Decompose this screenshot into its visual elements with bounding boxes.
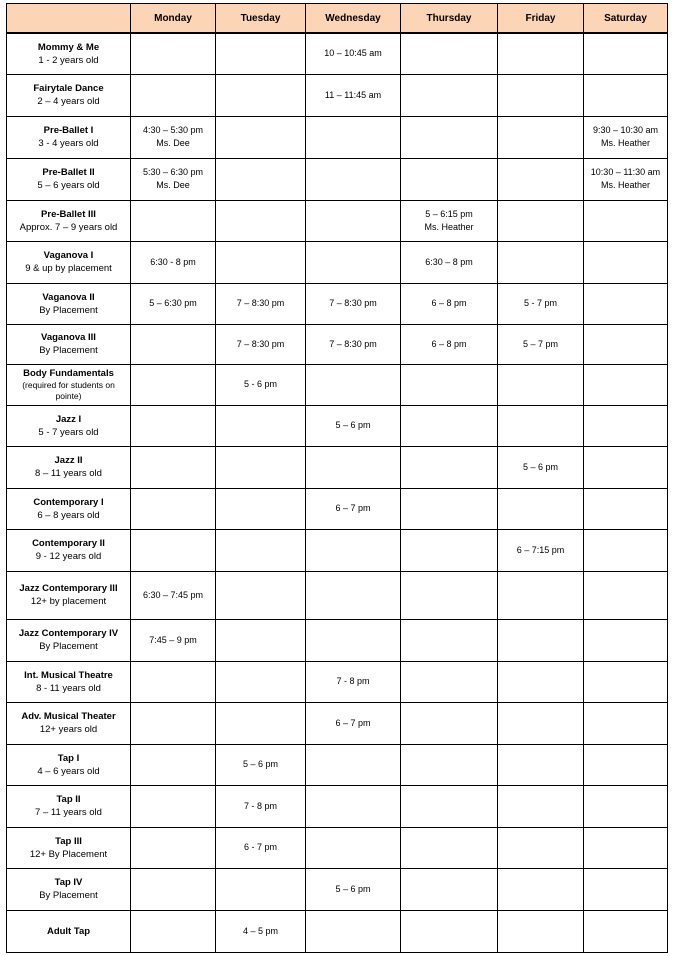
- class-row: [7, 619, 668, 661]
- time-slot-cell: [498, 827, 584, 868]
- class-age-range: 7 – 11 years old: [35, 807, 102, 818]
- time-slot-cell: [584, 827, 668, 868]
- class-name-cell: [7, 661, 131, 702]
- time-slot-text: 4:30 – 5:30 pm: [142, 125, 204, 135]
- time-slot-text: 7 – 8:30 pm: [236, 298, 285, 308]
- time-slot-text: 11 – 11:45 am: [324, 89, 382, 100]
- time-slot-cell: [584, 571, 668, 619]
- class-name-cell: [7, 116, 131, 158]
- time-slot-cell: [131, 116, 216, 158]
- time-slot-cell: [131, 529, 216, 571]
- time-slot-cell: [401, 868, 498, 910]
- class-row: [7, 702, 668, 744]
- time-slot-cell: [498, 33, 584, 74]
- time-slot-cell: [584, 702, 668, 744]
- time-slot-cell: [401, 619, 498, 661]
- class-name-cell: [7, 241, 131, 283]
- class-name: Jazz I: [55, 413, 82, 425]
- time-slot-cell: [401, 116, 498, 158]
- time-slot-cell: [216, 910, 306, 952]
- time-slot-text: 6 – 7:15 pm: [516, 544, 565, 555]
- time-slot-text: 5 – 6:30 pm: [149, 298, 197, 308]
- time-slot-cell: [306, 283, 401, 324]
- time-slot-cell: [401, 241, 498, 283]
- time-slot-text: 7:45 – 9 pm: [149, 634, 197, 645]
- time-slot-text: 9:30 – 10:30 am: [592, 125, 659, 135]
- time-slot-cell: [498, 283, 584, 324]
- time-slot-text: 6 – 8 pm: [431, 338, 467, 349]
- class-name: Pre-Ballet III: [41, 208, 96, 220]
- time-slot-cell: [306, 405, 401, 446]
- time-slot-text: 6 – 8 pm: [431, 298, 467, 308]
- time-slot-cell: [498, 744, 584, 785]
- time-slot-cell: [216, 158, 306, 200]
- time-slot-cell: [498, 702, 584, 744]
- time-slot-cell: [216, 364, 306, 405]
- class-name-cell: [7, 283, 131, 324]
- time-slot-cell: [306, 529, 401, 571]
- time-slot-cell: [401, 702, 498, 744]
- class-name-cell: [7, 827, 131, 868]
- time-slot-cell: [216, 827, 306, 868]
- time-slot-cell: [131, 324, 216, 364]
- time-slot-cell: [216, 116, 306, 158]
- time-slot-cell: [401, 364, 498, 405]
- class-row: [7, 661, 668, 702]
- time-slot-cell: [216, 200, 306, 241]
- time-slot-cell: [216, 868, 306, 910]
- time-slot-cell: [216, 488, 306, 529]
- class-note: (required for students on pointe): [22, 380, 115, 401]
- time-slot-cell: [216, 529, 306, 571]
- time-slot-cell: [498, 785, 584, 827]
- time-slot-cell: [401, 529, 498, 571]
- time-slot-cell: [131, 827, 216, 868]
- time-slot-cell: [584, 33, 668, 74]
- class-age-range: By Placement: [39, 304, 98, 316]
- time-slot-cell: [306, 661, 401, 702]
- time-slot-cell: [306, 827, 401, 868]
- class-name-cell: [7, 619, 131, 661]
- time-slot-cell: [216, 785, 306, 827]
- class-row: [7, 324, 668, 364]
- time-slot-cell: [306, 619, 401, 661]
- class-name: Adult Tap: [46, 925, 91, 937]
- time-slot-text: 7 – 8:30 pm: [236, 338, 285, 349]
- class-name: Body Fundamentals: [23, 368, 114, 379]
- time-slot-text: 10 – 10:45 am: [324, 48, 382, 59]
- class-name: Pre-Ballet I: [43, 125, 94, 136]
- time-slot-cell: [216, 446, 306, 488]
- time-slot-cell: [131, 405, 216, 446]
- time-slot-cell: [401, 910, 498, 952]
- class-row: [7, 241, 668, 283]
- time-slot-cell: [131, 446, 216, 488]
- time-slot-cell: [584, 158, 668, 200]
- time-slot-cell: [584, 529, 668, 571]
- time-slot-cell: [131, 702, 216, 744]
- time-slot-text: 5 – 6 pm: [335, 883, 371, 894]
- time-slot-text: 5:30 – 6:30 pm: [142, 167, 204, 177]
- time-slot-text: 5 – 6 pm: [335, 420, 371, 430]
- time-slot-cell: [401, 74, 498, 116]
- class-row: [7, 364, 668, 405]
- class-age-range: 12+ years old: [39, 724, 98, 735]
- class-row: [7, 74, 668, 116]
- instructor-name: Ms. Dee: [156, 180, 190, 190]
- time-slot-text: 6 - 7 pm: [243, 842, 277, 852]
- time-slot-cell: [306, 33, 401, 74]
- time-slot-cell: [401, 200, 498, 241]
- time-slot-cell: [584, 910, 668, 952]
- class-name: Tap IV: [54, 877, 83, 888]
- schedule-body: [7, 33, 668, 952]
- time-slot-cell: [498, 619, 584, 661]
- time-slot-cell: [584, 446, 668, 488]
- time-slot-cell: [306, 488, 401, 529]
- class-name-cell: [7, 868, 131, 910]
- instructor-name: Ms. Heather: [424, 221, 474, 232]
- time-slot-cell: [306, 744, 401, 785]
- schedule-header: [7, 4, 668, 34]
- class-name-cell: [7, 200, 131, 241]
- class-row: [7, 827, 668, 868]
- time-slot-cell: [131, 744, 216, 785]
- class-name: Vaganova I: [43, 250, 94, 261]
- time-slot-cell: [401, 571, 498, 619]
- class-name: Pre-Ballet II: [42, 167, 95, 178]
- class-name-cell: [7, 785, 131, 827]
- time-slot-cell: [584, 661, 668, 702]
- time-slot-cell: [401, 744, 498, 785]
- time-slot-text: 6:30 – 8 pm: [425, 256, 473, 267]
- time-slot-text: 6 – 7 pm: [335, 717, 371, 728]
- header-day: Tuesday: [216, 4, 306, 34]
- time-slot-cell: [584, 619, 668, 661]
- time-slot-cell: [584, 488, 668, 529]
- time-slot-cell: [306, 364, 401, 405]
- time-slot-cell: [401, 33, 498, 74]
- class-age-range: Approx. 7 – 9 years old: [19, 221, 118, 233]
- time-slot-cell: [131, 488, 216, 529]
- class-name-cell: [7, 571, 131, 619]
- time-slot-cell: [306, 74, 401, 116]
- class-name: Tap I: [57, 752, 80, 764]
- time-slot-cell: [131, 200, 216, 241]
- header-day: Monday: [131, 4, 216, 34]
- time-slot-text: 5 – 6 pm: [522, 461, 559, 472]
- time-slot-text: 7 - 8 pm: [243, 800, 277, 811]
- class-age-range: 9 & up by placement: [25, 263, 112, 274]
- class-age-range: 8 - 11 years old: [36, 682, 101, 694]
- time-slot-text: 5 - 7 pm: [523, 298, 557, 308]
- time-slot-cell: [131, 33, 216, 74]
- class-name: Adv. Musical Theater: [21, 711, 116, 722]
- time-slot-cell: [498, 200, 584, 241]
- time-slot-cell: [584, 283, 668, 324]
- time-slot-cell: [498, 571, 584, 619]
- time-slot-cell: [216, 74, 306, 116]
- time-slot-cell: [306, 785, 401, 827]
- time-slot-cell: [306, 868, 401, 910]
- class-age-range: 3 - 4 years old: [38, 138, 99, 149]
- header-day: Friday: [498, 4, 584, 34]
- time-slot-cell: [306, 702, 401, 744]
- header-day: Saturday: [584, 4, 668, 34]
- instructor-name: Ms. Dee: [156, 138, 190, 148]
- class-age-range: 6 – 8 years old: [37, 509, 100, 521]
- time-slot-cell: [131, 283, 216, 324]
- class-name: Contemporary II: [32, 538, 105, 549]
- time-slot-cell: [584, 324, 668, 364]
- time-slot-cell: [401, 827, 498, 868]
- time-slot-text: 6:30 – 7:45 pm: [142, 589, 204, 600]
- class-row: [7, 785, 668, 827]
- time-slot-text: 5 – 6 pm: [242, 759, 279, 769]
- class-row: [7, 744, 668, 785]
- class-name-cell: [7, 910, 131, 952]
- class-name-cell: [7, 324, 131, 364]
- time-slot-cell: [306, 200, 401, 241]
- class-age-range: 4 – 6 years old: [37, 765, 100, 777]
- time-slot-cell: [216, 283, 306, 324]
- time-slot-cell: [131, 910, 216, 952]
- time-slot-text: 6:30 - 8 pm: [150, 256, 196, 267]
- header-day: Wednesday: [306, 4, 401, 34]
- class-age-range: 1 - 2 years old: [38, 54, 99, 66]
- class-name-cell: [7, 744, 131, 785]
- time-slot-text: 7 - 8 pm: [336, 676, 370, 686]
- time-slot-cell: [216, 33, 306, 74]
- time-slot-cell: [306, 324, 401, 364]
- class-name: Vaganova II: [42, 291, 95, 303]
- time-slot-cell: [216, 661, 306, 702]
- header-corner: [7, 4, 131, 34]
- class-age-range: 12+ By Placement: [29, 848, 108, 860]
- class-row: [7, 868, 668, 910]
- class-age-range: By Placement: [39, 890, 98, 901]
- time-slot-cell: [306, 116, 401, 158]
- time-slot-cell: [401, 405, 498, 446]
- class-age-range: 2 – 4 years old: [37, 96, 100, 107]
- class-row: [7, 529, 668, 571]
- time-slot-text: 5 - 6 pm: [243, 379, 277, 389]
- class-age-range: By Placement: [39, 345, 98, 356]
- time-slot-cell: [584, 785, 668, 827]
- time-slot-cell: [306, 241, 401, 283]
- time-slot-cell: [131, 868, 216, 910]
- time-slot-cell: [584, 116, 668, 158]
- class-age-range: 5 – 6 years old: [37, 180, 100, 191]
- class-schedule-table: [6, 3, 668, 953]
- class-row: [7, 488, 668, 529]
- class-row: [7, 910, 668, 952]
- time-slot-cell: [498, 158, 584, 200]
- class-row: [7, 116, 668, 158]
- class-row: [7, 200, 668, 241]
- time-slot-text: 10:30 – 11:30 am: [590, 167, 661, 177]
- class-name: Fairytale Dance: [33, 83, 104, 94]
- instructor-name: Ms. Heather: [600, 138, 651, 148]
- time-slot-cell: [216, 405, 306, 446]
- class-row: [7, 446, 668, 488]
- time-slot-cell: [401, 158, 498, 200]
- class-row: [7, 33, 668, 74]
- time-slot-cell: [216, 619, 306, 661]
- time-slot-text: 7 – 8:30 pm: [329, 338, 377, 349]
- class-name-cell: [7, 33, 131, 74]
- time-slot-cell: [131, 241, 216, 283]
- class-row: [7, 283, 668, 324]
- time-slot-cell: [498, 488, 584, 529]
- time-slot-cell: [498, 868, 584, 910]
- time-slot-cell: [131, 158, 216, 200]
- time-slot-cell: [306, 571, 401, 619]
- time-slot-cell: [584, 241, 668, 283]
- header-row: [7, 4, 668, 34]
- time-slot-cell: [498, 910, 584, 952]
- time-slot-cell: [498, 324, 584, 364]
- class-name: Mommy & Me: [37, 41, 100, 53]
- class-age-range: 9 - 12 years old: [35, 551, 102, 562]
- time-slot-cell: [498, 116, 584, 158]
- time-slot-cell: [401, 283, 498, 324]
- time-slot-cell: [498, 446, 584, 488]
- class-name-cell: [7, 488, 131, 529]
- time-slot-text: 6 – 7 pm: [335, 503, 371, 513]
- time-slot-cell: [498, 529, 584, 571]
- class-name-cell: [7, 702, 131, 744]
- time-slot-cell: [216, 702, 306, 744]
- time-slot-cell: [498, 661, 584, 702]
- time-slot-cell: [131, 785, 216, 827]
- time-slot-cell: [584, 405, 668, 446]
- time-slot-cell: [306, 910, 401, 952]
- class-name: Contemporary I: [33, 496, 104, 508]
- time-slot-cell: [131, 571, 216, 619]
- time-slot-cell: [498, 74, 584, 116]
- time-slot-cell: [401, 324, 498, 364]
- class-row: [7, 571, 668, 619]
- class-name: Tap III: [55, 835, 82, 847]
- class-name-cell: [7, 529, 131, 571]
- class-row: [7, 405, 668, 446]
- time-slot-cell: [131, 619, 216, 661]
- class-row: [7, 158, 668, 200]
- class-name: Jazz Contemporary IV: [18, 628, 119, 639]
- time-slot-cell: [584, 744, 668, 785]
- class-age-range: By Placement: [39, 641, 98, 652]
- class-name-cell: [7, 74, 131, 116]
- time-slot-cell: [584, 74, 668, 116]
- time-slot-cell: [216, 324, 306, 364]
- time-slot-cell: [306, 158, 401, 200]
- class-name: Vaganova III: [41, 332, 96, 343]
- time-slot-cell: [131, 364, 216, 405]
- time-slot-cell: [216, 241, 306, 283]
- time-slot-cell: [401, 661, 498, 702]
- time-slot-cell: [584, 364, 668, 405]
- class-age-range: 8 – 11 years old: [35, 468, 102, 479]
- time-slot-cell: [306, 446, 401, 488]
- time-slot-cell: [216, 571, 306, 619]
- time-slot-cell: [131, 661, 216, 702]
- time-slot-cell: [498, 405, 584, 446]
- time-slot-cell: [498, 364, 584, 405]
- class-name-cell: [7, 405, 131, 446]
- class-name: Jazz II: [54, 455, 83, 466]
- time-slot-cell: [401, 488, 498, 529]
- header-day: Thursday: [401, 4, 498, 34]
- time-slot-cell: [401, 785, 498, 827]
- instructor-name: Ms. Heather: [600, 180, 651, 190]
- class-name-cell: [7, 364, 131, 405]
- time-slot-cell: [131, 74, 216, 116]
- time-slot-cell: [584, 200, 668, 241]
- class-name-cell: [7, 158, 131, 200]
- time-slot-text: 7 – 8:30 pm: [329, 298, 377, 308]
- time-slot-cell: [498, 241, 584, 283]
- time-slot-cell: [216, 744, 306, 785]
- class-name-cell: [7, 446, 131, 488]
- class-name: Jazz Contemporary III: [19, 583, 118, 594]
- time-slot-text: 4 – 5 pm: [242, 925, 279, 936]
- time-slot-text: 5 – 6:15 pm: [425, 208, 473, 219]
- class-age-range: 5 - 7 years old: [38, 426, 99, 438]
- class-name: Int. Musical Theatre: [24, 669, 113, 681]
- time-slot-cell: [401, 446, 498, 488]
- class-name: Tap II: [56, 794, 81, 805]
- time-slot-cell: [584, 868, 668, 910]
- time-slot-text: 5 – 7 pm: [522, 338, 559, 349]
- class-age-range: 12+ by placement: [30, 596, 107, 607]
